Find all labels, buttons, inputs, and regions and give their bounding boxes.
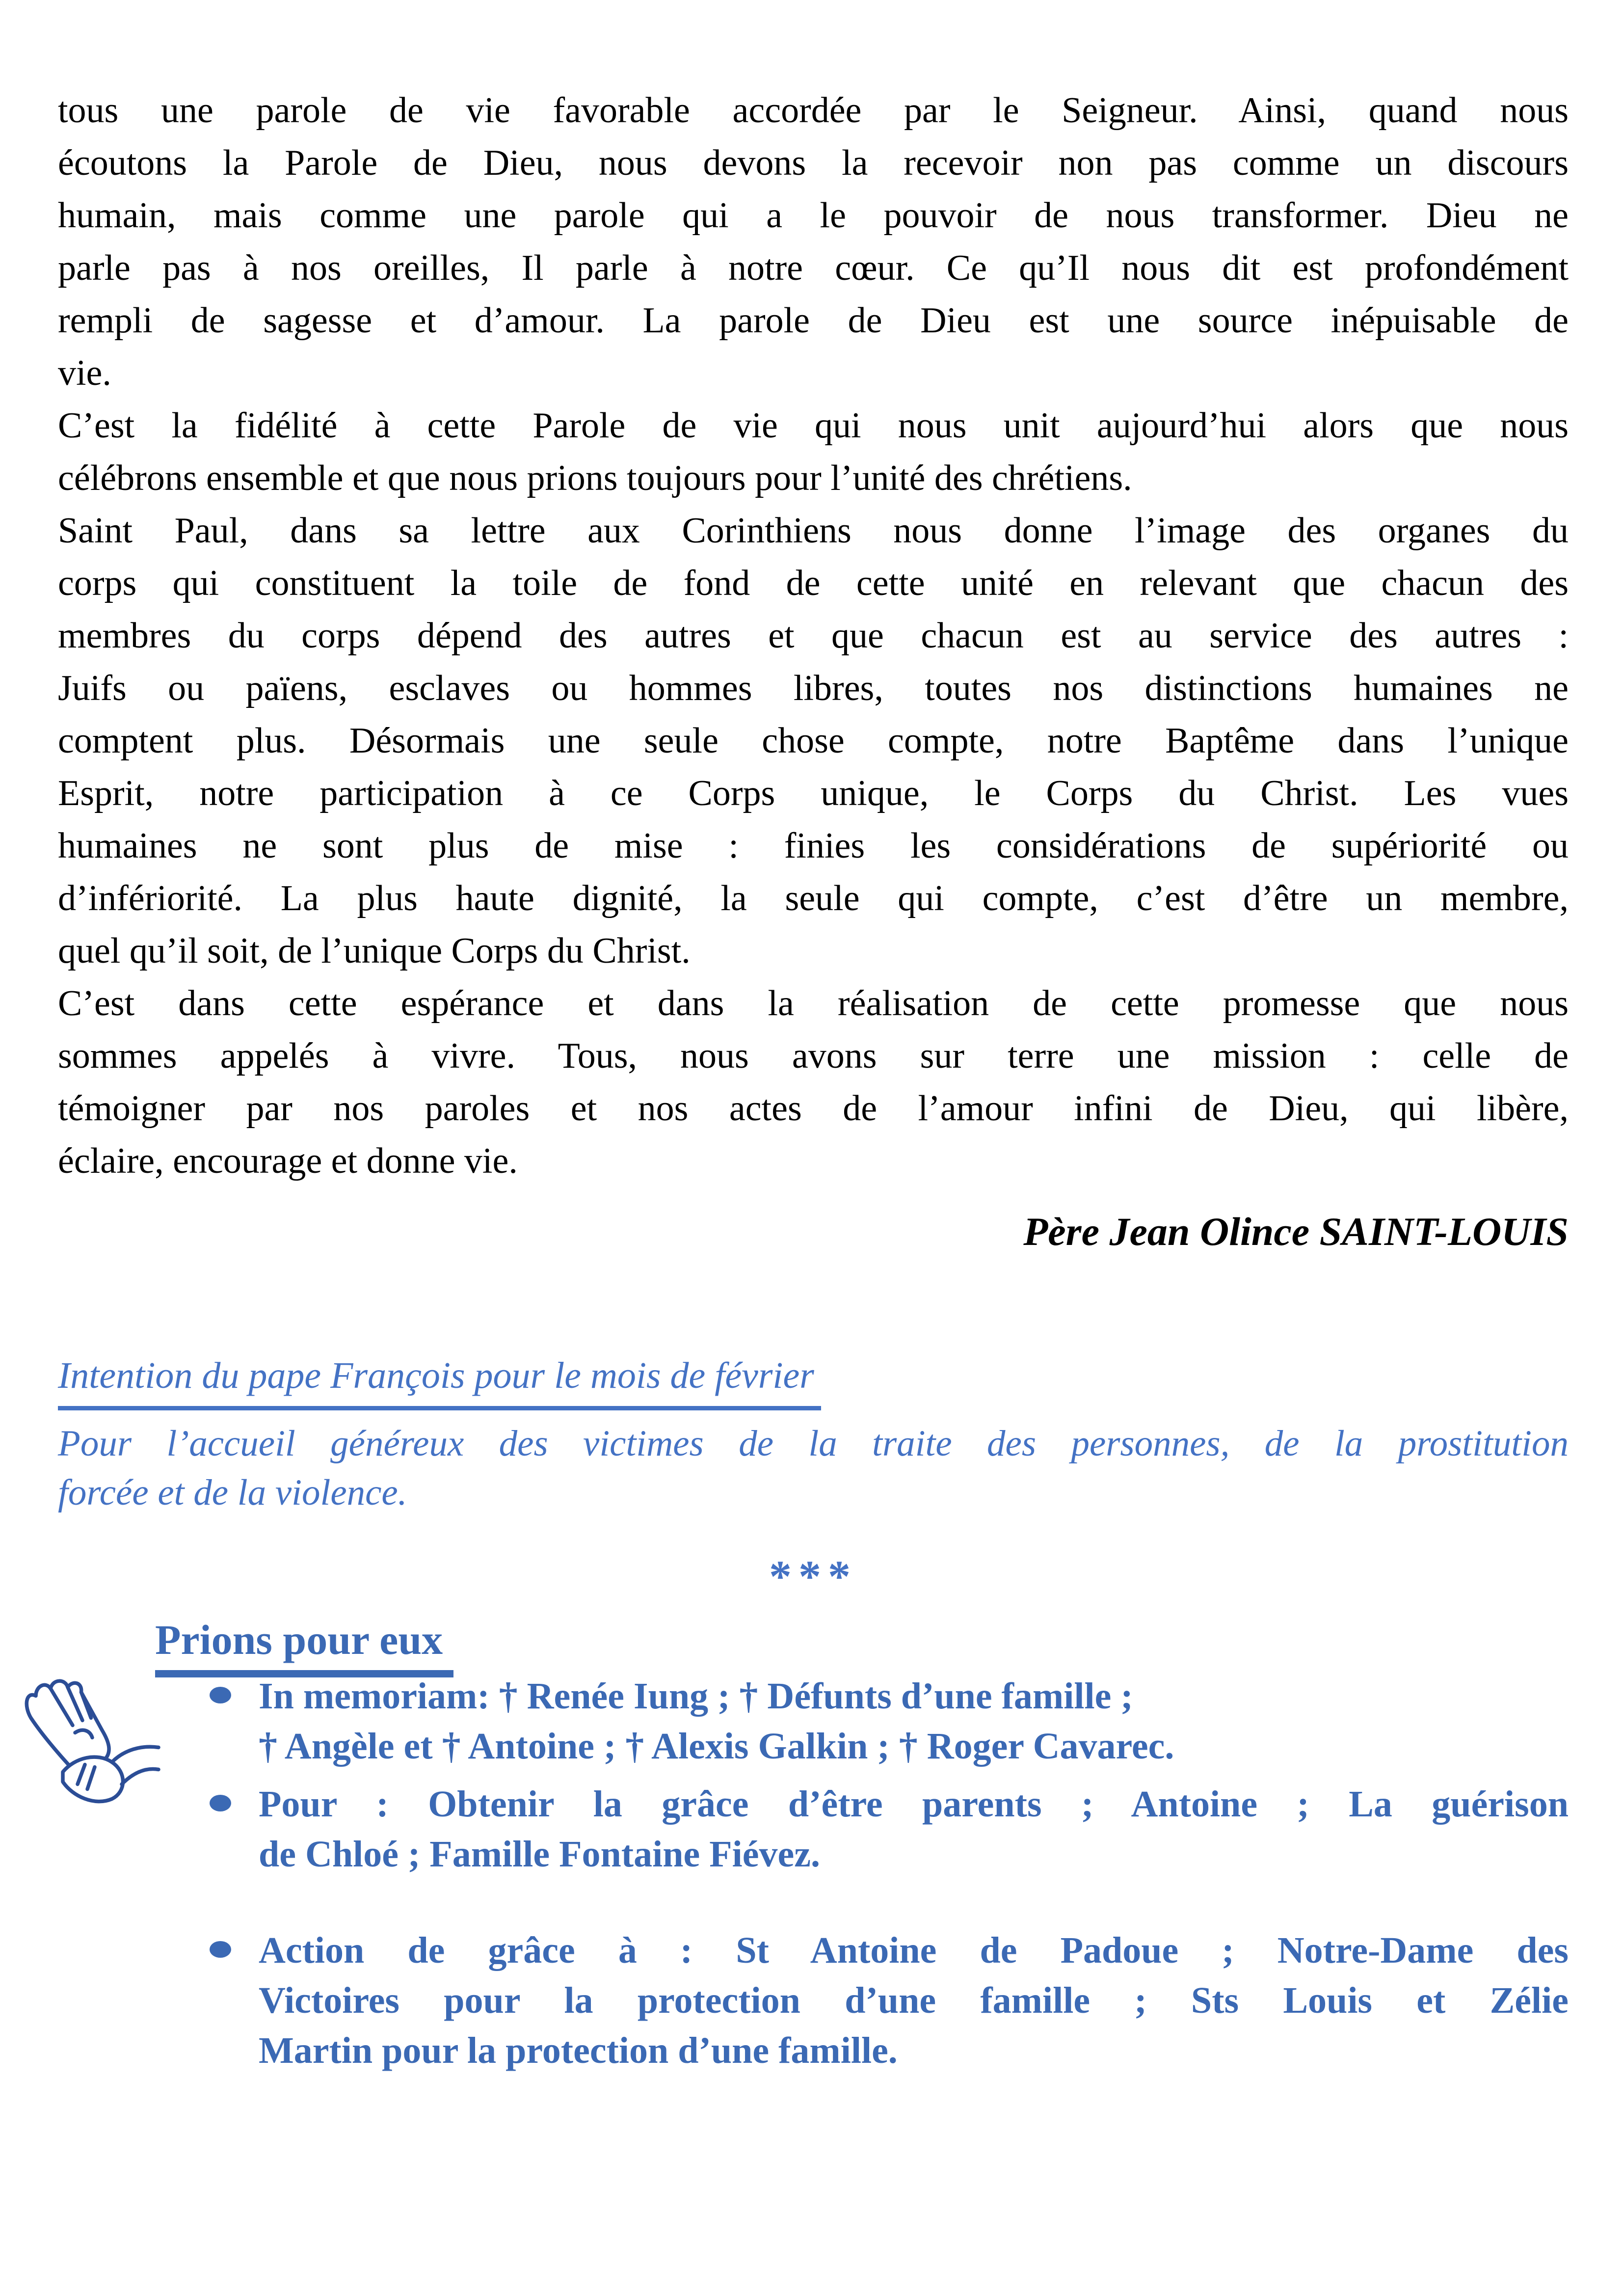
text-line: vie. bbox=[58, 353, 111, 393]
paragraph bbox=[58, 505, 1569, 977]
paragraph bbox=[58, 977, 1569, 1188]
text-line: éclaire, encourage et donne vie. bbox=[58, 1141, 518, 1181]
text-line: tous une parole de vie favorable accordée par le Seigneur. Ainsi, quand nous bbox=[58, 90, 1569, 131]
section-separator: *** bbox=[769, 1551, 857, 1601]
text-line: C’est dans cette espérance et dans la réalisation de cette promesse que nous bbox=[58, 983, 1569, 1024]
text-line: célébrons ensemble et que nous prions toujours pour l’unité des chrétiens. bbox=[58, 458, 1132, 498]
text-line: témoigner par nos paroles et nos actes de l’amour infini de Dieu, qui libère, bbox=[58, 1088, 1569, 1129]
text-line: écoutons la Parole de Dieu, nous devons la recevoir non pas comme un discours bbox=[58, 143, 1569, 183]
text-line: forcée et de la violence. bbox=[58, 1472, 407, 1513]
prayer-item bbox=[259, 1925, 1569, 2076]
text-line: Martin pour la protection d’une famille. bbox=[259, 2030, 898, 2071]
prayer-list bbox=[259, 1671, 1569, 2076]
text-line: In memoriam: † Renée Iung ; † Défunts d’une famille ; bbox=[259, 1675, 1133, 1717]
intention-body bbox=[58, 1419, 1569, 1517]
praying-hands-icon bbox=[14, 1675, 161, 1825]
bullet-icon bbox=[210, 1687, 231, 1703]
text-line: sommes appelés à vivre. Tous, nous avons sur terre une mission : celle de bbox=[58, 1036, 1569, 1076]
text-line: Victoires pour la protection d’une famille ; Sts Louis et Zélie bbox=[259, 1980, 1569, 2021]
text-line: Pour : Obtenir la grâce d’être parents ; Antoine ; La guérison bbox=[259, 1783, 1569, 1825]
author-signature: Père Jean Olince SAINT-LOUIS bbox=[1023, 1209, 1569, 1254]
text-line: humaines ne sont plus de mise : finies les considérations de supériorité ou bbox=[58, 826, 1569, 866]
paragraph bbox=[58, 84, 1569, 400]
article-text bbox=[58, 84, 1569, 1258]
text-line: rempli de sagesse et d’amour. La parole de Dieu est une source inépuisable de bbox=[58, 300, 1569, 341]
text-line: Saint Paul, dans sa lettre aux Corinthiens nous donne l’image des organes du bbox=[58, 511, 1569, 551]
text-line: Juifs ou païens, esclaves ou hommes libres, toutes nos distinctions humaines ne bbox=[58, 668, 1569, 708]
bullet-icon bbox=[210, 1941, 231, 1958]
intention-section bbox=[58, 1351, 1569, 1517]
prayer-item bbox=[259, 1671, 1569, 1771]
text-line: de Chloé ; Famille Fontaine Fiévez. bbox=[259, 1834, 820, 1875]
text-line: humain, mais comme une parole qui a le pouvoir de nous transformer. Dieu ne bbox=[58, 195, 1569, 236]
text-line: membres du corps dépend des autres et que chacun est au service des autres : bbox=[58, 616, 1569, 656]
text-line: quel qu’il soit, de l’unique Corps du Christ. bbox=[58, 931, 691, 971]
paragraph bbox=[58, 400, 1569, 505]
bullet-icon bbox=[210, 1795, 231, 1811]
text-line: Pour l’accueil généreux des victimes de la traite des personnes, de la prostitution bbox=[58, 1423, 1569, 1464]
intention-heading: Intention du pape François pour le mois de février bbox=[58, 1351, 821, 1410]
text-line: † Angèle et † Antoine ; † Alexis Galkin ; † Roger Cavarec. bbox=[259, 1726, 1174, 1767]
text-line: comptent plus. Désormais une seule chose compte, notre Baptême dans l’unique bbox=[58, 721, 1569, 761]
text-line: Action de grâce à : St Antoine de Padoue ; Notre-Dame des bbox=[259, 1930, 1569, 1971]
text-line: d’infériorité. La plus haute dignité, la seule qui compte, c’est d’être un membre, bbox=[58, 878, 1569, 918]
article-paragraphs bbox=[58, 84, 1569, 1188]
text-line: C’est la fidélité à cette Parole de vie qui nous unit aujourd’hui alors que nous bbox=[58, 405, 1569, 446]
text-line: parle pas à nos oreilles, Il parle à notre cœur. Ce qu’Il nous dit est profondément bbox=[58, 248, 1569, 288]
text-line: Esprit, notre participation à ce Corps unique, le Corps du Christ. Les vues bbox=[58, 773, 1569, 813]
prayer-item bbox=[259, 1779, 1569, 1879]
prayer-heading: Prions pour eux bbox=[155, 1615, 453, 1677]
text-line: corps qui constituent la toile de fond de cette unité en relevant que chacun des bbox=[58, 563, 1569, 603]
